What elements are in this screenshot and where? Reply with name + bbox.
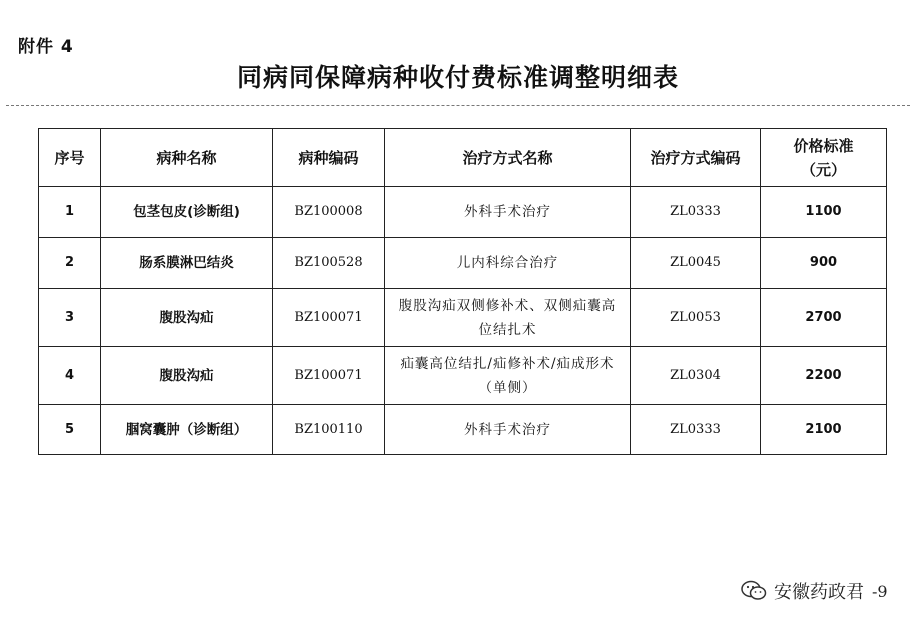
cell-treatment-name	[385, 238, 631, 289]
header-price-standard	[761, 129, 887, 187]
cell-price: 900	[761, 238, 887, 289]
cell-treatment-code: ZL0304	[631, 347, 761, 405]
treatment-name-line: （单侧）	[478, 379, 537, 396]
table-row	[39, 405, 887, 455]
cell-price: 2700	[761, 289, 887, 347]
treatment-name-line: 外科手术治疗	[464, 204, 551, 220]
cell-treatment-name	[385, 187, 631, 238]
table-header-row	[39, 129, 887, 187]
cell-price: 2200	[761, 347, 887, 405]
cell-price: 1100	[761, 187, 887, 238]
table-row	[39, 238, 887, 289]
cell-price: 2100	[761, 405, 887, 455]
header-treatment-code: 治疗方式编码	[631, 129, 761, 187]
cell-disease-code: BZ100071	[273, 347, 385, 405]
cell-serial-number: 3	[39, 289, 101, 347]
cell-disease-name: 包茎包皮(诊断组)	[101, 187, 273, 238]
cell-serial-number: 4	[39, 347, 101, 405]
watermark	[740, 578, 888, 604]
cell-treatment-name	[385, 405, 631, 455]
treatment-name-line: 疝囊高位结扎/疝修补术/疝成形术	[400, 355, 615, 372]
cell-disease-name: 腘窝囊肿（诊断组）	[101, 405, 273, 455]
table-row	[39, 289, 887, 347]
attachment-label: 附件 4	[18, 37, 74, 57]
cell-treatment-code: ZL0333	[631, 405, 761, 455]
wechat-icon	[740, 578, 768, 604]
cell-treatment-code: ZL0045	[631, 238, 761, 289]
cell-disease-name: 肠系膜淋巴结炎	[101, 238, 273, 289]
header-price-label: 价格标准	[793, 136, 854, 155]
cell-serial-number: 2	[39, 238, 101, 289]
header-disease-name: 病种名称	[101, 129, 273, 187]
cell-disease-code: BZ100110	[273, 405, 385, 455]
cell-disease-code: BZ100008	[273, 187, 385, 238]
page-number: -9	[872, 581, 888, 601]
treatment-name-line: 位结扎术	[478, 321, 537, 338]
cell-serial-number: 5	[39, 405, 101, 455]
table-row	[39, 187, 887, 238]
cell-treatment-name	[385, 347, 631, 405]
cell-treatment-code: ZL0053	[631, 289, 761, 347]
header-price-unit: （元）	[800, 160, 846, 179]
fee-detail-table	[38, 128, 887, 455]
treatment-name-line: 儿内科综合治疗	[456, 255, 559, 271]
cell-treatment-code: ZL0333	[631, 187, 761, 238]
cell-disease-name: 腹股沟疝	[101, 289, 273, 347]
divider-line	[6, 105, 910, 106]
header-serial-number: 序号	[39, 129, 101, 187]
cell-disease-code: BZ100528	[273, 238, 385, 289]
table-row	[39, 347, 887, 405]
cell-disease-name: 腹股沟疝	[101, 347, 273, 405]
treatment-name-line: 腹股沟疝双侧修补术、双侧疝囊高	[398, 297, 617, 314]
header-disease-code: 病种编码	[273, 129, 385, 187]
cell-treatment-name	[385, 289, 631, 347]
watermark-text: 安徽药政君	[774, 582, 864, 603]
cell-serial-number: 1	[39, 187, 101, 238]
header-treatment-name: 治疗方式名称	[385, 129, 631, 187]
document-title: 同病同保障病种收付费标准调整明细表	[236, 63, 679, 92]
treatment-name-line: 外科手术治疗	[464, 421, 551, 438]
cell-disease-code: BZ100071	[273, 289, 385, 347]
